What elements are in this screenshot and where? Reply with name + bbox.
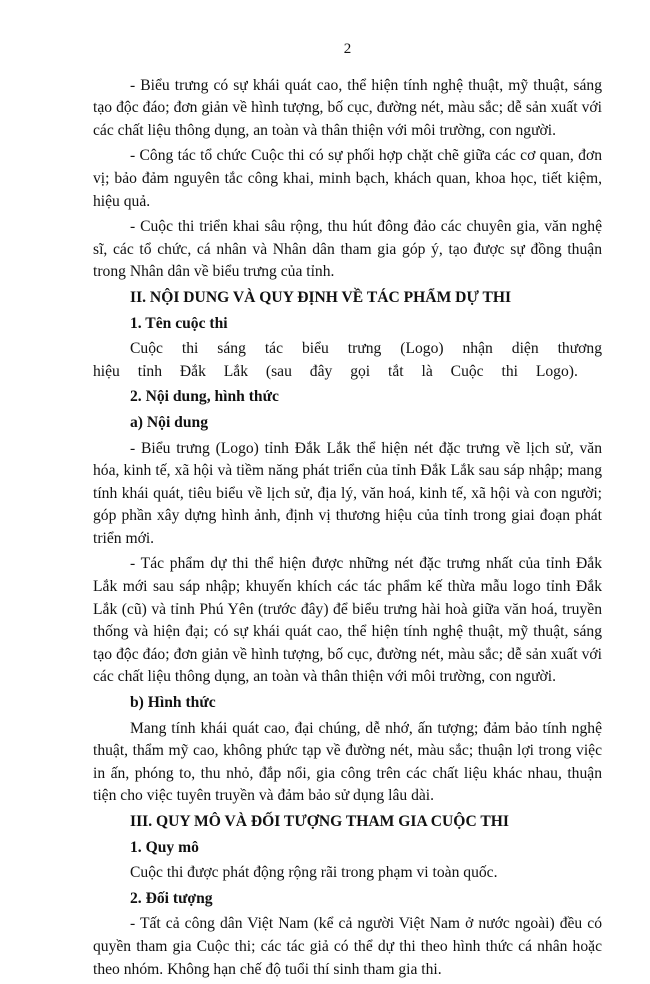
subheading-content: a) Nội dung	[130, 413, 208, 431]
paragraph-outreach: - Cuộc thi triển khai sâu rộng, thu hút đông đảo các chuyên gia, văn nghệ sĩ, các tổ chức, cá nhân và Nhân dân tham gia góp ý, tạo được sự đồng thuận trong Nhân dân về biểu trưng của tỉnh.	[93, 218, 602, 281]
paragraph-form: Mang tính khái quát cao, đại chúng, dễ nhớ, ấn tượng; đảm bảo tính nghệ thuật, thẩm mỹ cao, không phức tạp về đường nét, màu sắc; thuận lợi trong việc in ấn, phóng to, thu nhỏ, đắp nổi, gia công trên các chất liệu khác nhau, thuận tiện cho việc tuyên truyền và đảm bảo sử dụng lâu dài.	[93, 719, 602, 805]
subheading-contest-name: 1. Tên cuộc thi	[130, 314, 228, 332]
subheading-form: b) Hình thức	[130, 694, 216, 712]
paragraph-logo-criteria: - Biểu trưng có sự khái quát cao, thể hiện tính nghệ thuật, mỹ thuật, sáng tạo độc đáo; đơn giản về hình tượng, bố cục, đường nét, màu sắc; dễ sản xuất với các chất liệu thông dụng, an toàn và thân thiện với môi trường, con người.	[93, 76, 602, 139]
document-page	[93, 38, 602, 984]
section-heading-iii: III. QUY MÔ VÀ ĐỐI TƯỢNG THAM GIA CUỘC THI	[130, 813, 509, 830]
paragraph-participants: - Tất cả công dân Việt Nam (kể cả người Việt Nam ở nước ngoài) đều có quyền tham gia Cuộc thi; các tác giả có thể dự thi theo hình thức cá nhân hoặc theo nhóm. Không hạn chế độ tuổi thí sinh tham gia thi.	[93, 915, 602, 978]
paragraph-scale: Cuộc thi được phát động rộng rãi trong phạm vi toàn quốc.	[130, 864, 498, 882]
paragraph-contest-name: Cuộc thi sáng tác biểu trưng (Logo) nhận diện thương hiệu tỉnh Đắk Lắk (sau đây gọi tắt là Cuộc thi Logo).	[93, 340, 602, 380]
paragraph-content-2: - Tác phẩm dự thi thể hiện được những nét đặc trưng nhất của tỉnh Đắk Lắk mới sau sáp nhập; khuyến khích các tác phẩm kế thừa mẫu logo tỉnh Đắk Lắk (cũ) và tỉnh Phú Yên (trước đây) để biểu trưng hài hoà giữa văn hoá, truyền thống và hiện đại; có sự khái quát cao, thể hiện tính nghệ thuật, mỹ thuật, sáng tạo độc đáo; đơn giản về hình tượng, bố cục, đường nét, màu sắc; dễ sản xuất với các chất liệu thông dụng, an toàn và thân thiện với môi trường, con người.	[93, 555, 602, 686]
subheading-participants: 2. Đối tượng	[130, 889, 213, 907]
paragraph-organization: - Công tác tổ chức Cuộc thi có sự phối hợp chặt chẽ giữa các cơ quan, đơn vị; bảo đảm nguyên tắc công khai, minh bạch, khách quan, khoa học, tiết kiệm, hiệu quả.	[93, 147, 602, 210]
page-number: 2	[343, 41, 352, 57]
paragraph-content-1: - Biểu trưng (Logo) tỉnh Đắk Lắk thể hiện nét đặc trưng về lịch sử, văn hóa, kinh tế, xã hội và tiềm năng phát triển của tỉnh Đắk Lắk sau sáp nhập; mang tính khái quát, tiêu biểu về lịch sử, địa lý, văn hoá, kinh tế, xã hội và con người; góp phần xây dựng hình ảnh, định vị thương hiệu của tỉnh trong giai đoạn phát triển mới.	[93, 439, 602, 547]
subheading-content-form: 2. Nội dung, hình thức	[130, 388, 279, 406]
section-heading-ii: II. NỘI DUNG VÀ QUY ĐỊNH VỀ TÁC PHẨM DỰ THI	[130, 288, 512, 306]
subheading-scale: 1. Quy mô	[130, 838, 199, 856]
